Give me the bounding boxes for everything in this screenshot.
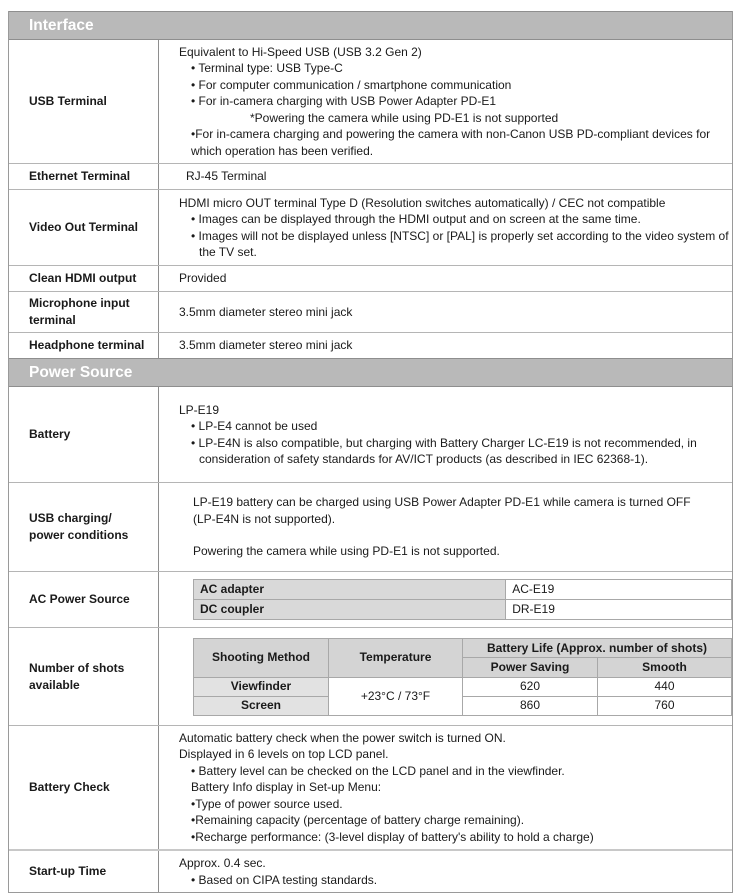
row-label	[9, 292, 159, 332]
row-label: USB Terminal	[9, 40, 159, 163]
row-label-line: Number of shots	[29, 660, 125, 675]
spec-row-usb-charging	[9, 483, 732, 572]
column-header-battery-life: Battery Life (Approx. number of shots)	[462, 638, 731, 658]
table-cell-key: DC coupler	[194, 600, 506, 620]
row-label: Start-up Time	[9, 851, 159, 892]
row-label-line: available	[29, 677, 80, 692]
battery-life-table	[193, 638, 732, 716]
table-cell-temperature: +23°C / 73°F	[329, 677, 463, 715]
row-label	[9, 628, 159, 725]
value-line: (LP-E4N is not supported).	[193, 511, 336, 526]
row-value: RJ-45 Terminal	[186, 169, 267, 184]
table-row	[194, 677, 732, 696]
value-line: LP-E19	[179, 402, 220, 417]
value-line: Approx. 0.4 sec.	[179, 856, 266, 870]
row-label-line: terminal	[29, 313, 76, 327]
table-cell-key: AC adapter	[194, 580, 506, 600]
row-label: Ethernet Terminal	[9, 164, 159, 189]
row-value: 3.5mm diameter stereo mini jack	[179, 338, 353, 353]
row-value	[159, 387, 732, 482]
spec-row-ac-power-source	[9, 572, 732, 628]
column-header-temperature: Temperature	[329, 638, 463, 677]
column-header-shooting-method: Shooting Method	[194, 638, 329, 677]
value-line: Displayed in 6 levels on top LCD panel.	[179, 747, 389, 762]
table-row	[194, 696, 732, 715]
value-line: • Terminal type: USB Type-C	[191, 61, 343, 76]
row-value	[159, 483, 732, 571]
table-row	[194, 600, 732, 620]
value-line: •For in-camera charging and powering the camera with non-Canon USB PD-compliant devices for which operation has been verified.	[191, 127, 711, 158]
value-line: • Based on CIPA testing standards.	[191, 872, 378, 887]
value-line: HDMI micro OUT terminal Type D (Resolution switches automatically) / CEC not compatible	[179, 195, 666, 210]
table-cell-method: Viewfinder	[194, 677, 329, 696]
table-cell-value: DR-E19	[506, 600, 732, 620]
spec-row-ethernet-terminal	[9, 164, 732, 190]
row-value	[159, 851, 732, 892]
table-cell-power-saving: 860	[462, 696, 597, 715]
table-row	[194, 580, 732, 600]
ac-power-table	[193, 579, 732, 620]
spec-row-battery	[9, 387, 732, 483]
value-line: • For computer communication / smartphone communication	[191, 77, 512, 92]
spec-row-video-out-terminal	[9, 190, 732, 266]
column-header-power-saving: Power Saving	[462, 658, 597, 678]
row-label: Battery	[9, 387, 159, 482]
value-line: • For in-camera charging with USB Power Adapter PD-E1	[191, 94, 496, 109]
row-value	[159, 190, 732, 265]
value-line: the TV set.	[199, 245, 257, 259]
section-header-interface: Interface	[9, 11, 732, 40]
value-line: Battery Info display in Set-up Menu:	[191, 780, 382, 795]
row-label	[9, 483, 159, 571]
row-value: Provided	[179, 271, 227, 286]
value-line: •Recharge performance: (3-level display of battery's ability to hold a charge)	[191, 829, 594, 844]
value-line: • LP-E4N is also compatible, but charging with Battery Charger LC-E19 is not recommended, in	[191, 435, 697, 450]
section-header-power-source: Power Source	[9, 358, 732, 387]
table-cell-value: AC-E19	[506, 580, 732, 600]
spec-row-microphone-input	[9, 292, 732, 333]
row-label-line: USB charging/	[29, 511, 112, 525]
value-line: • LP-E4 cannot be used	[191, 419, 318, 433]
value-line: *Powering the camera while using PD-E1 is not supported	[250, 110, 559, 125]
row-label: Video Out Terminal	[9, 190, 159, 265]
row-value	[159, 40, 732, 163]
column-header-smooth: Smooth	[597, 658, 731, 678]
row-label: Clean HDMI output	[9, 266, 159, 291]
row-label: AC Power Source	[9, 572, 159, 627]
spec-row-battery-check	[9, 726, 732, 851]
table-cell-smooth: 440	[597, 677, 731, 696]
spec-row-usb-terminal	[9, 40, 732, 164]
value-line: • Images will not be displayed unless [NTSC] or [PAL] is properly set according to the video system of	[191, 228, 729, 243]
row-value	[159, 628, 732, 725]
spec-row-headphone-terminal	[9, 333, 732, 358]
value-line: Equivalent to Hi-Speed USB (USB 3.2 Gen 2)	[179, 44, 422, 59]
table-cell-method: Screen	[194, 696, 329, 715]
table-cell-smooth: 760	[597, 696, 731, 715]
value-line: • Battery level can be checked on the LCD panel and in the viewfinder.	[191, 763, 565, 778]
table-header-row	[194, 638, 732, 658]
spec-row-number-of-shots	[9, 628, 732, 726]
value-line: consideration of safety standards for AV/ICT products (as described in IEC 62368-1).	[199, 452, 649, 466]
table-cell-power-saving: 620	[462, 677, 597, 696]
value-line: Automatic battery check when the power switch is turned ON.	[179, 730, 506, 745]
row-value	[159, 726, 732, 849]
value-line: •Type of power source used.	[191, 796, 343, 811]
value-line: • Images can be displayed through the HDMI output and on screen at the same time.	[191, 212, 641, 226]
row-label: Headphone terminal	[9, 333, 159, 358]
spec-row-start-up-time	[9, 851, 732, 893]
row-value	[159, 572, 732, 627]
value-line: •Remaining capacity (percentage of battery charge remaining).	[191, 813, 525, 828]
spec-row-clean-hdmi	[9, 266, 732, 292]
spec-table	[8, 11, 733, 893]
value-line: LP-E19 battery can be charged using USB Power Adapter PD-E1 while camera is turned OFF	[193, 495, 691, 510]
row-label: Battery Check	[9, 726, 159, 849]
row-label-line: Microphone input	[29, 296, 130, 310]
row-value: 3.5mm diameter stereo mini jack	[179, 304, 353, 319]
row-label-line: power conditions	[29, 528, 129, 542]
value-line: Powering the camera while using PD-E1 is not supported.	[193, 544, 500, 559]
